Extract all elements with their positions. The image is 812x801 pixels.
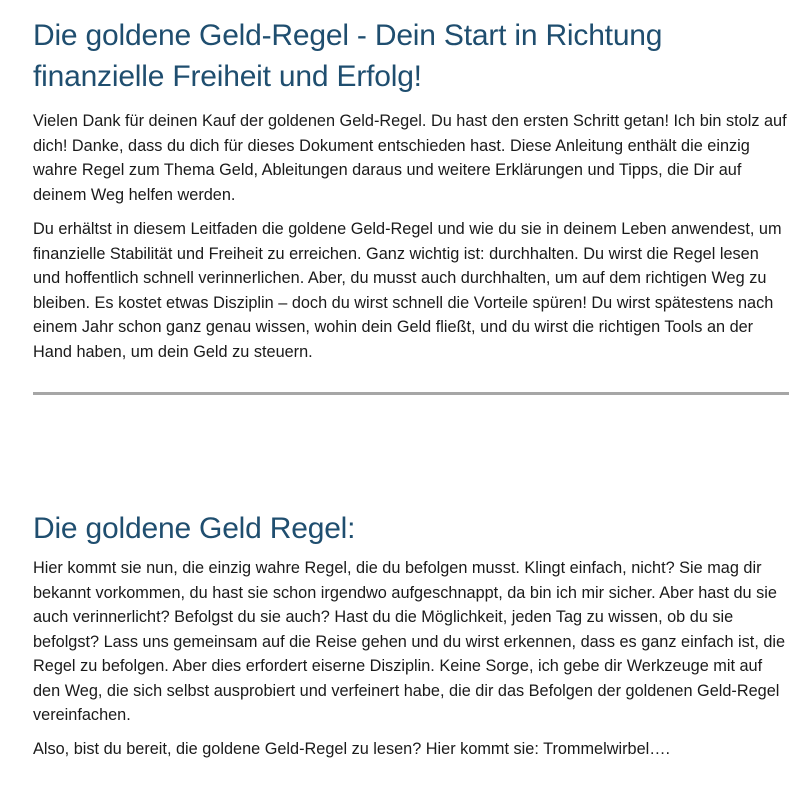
intro-paragraph-thanks: Vielen Dank für deinen Kauf der goldenen Geld-Regel. Du hast den ersten Schritt getan! Ich bin stolz auf dich! Danke, dass du dich für dieses Dokument entschieden hast. Diese Anleitung enthält die einzig wahre Regel zum Thema Geld, Ableitungen daraus und weitere Erklärungen und Tipps, die Dir auf deinem Weg helfen werden.	[33, 112, 787, 204]
section-divider	[33, 392, 789, 395]
intro-paragraph-guide: Du erhältst in diesem Leitfaden die goldene Geld-Regel und wie du sie in deinem Leben anwendest, um finanzielle Stabilität und Freiheit zu erreichen. Ganz wichtig ist: durchhalten. Du wirst die Regel lesen und hoffentlich schnell verinnerlichen. Aber, du musst auch durchhalten, um auf dem richtigen Weg zu bleiben. Es kostet etwas Disziplin – doch du wirst schnell die Vorteile spüren! Du wirst spätestens nach einem Jahr schon ganz genau wissen, wohin dein Geld fließt, und du wirst die richtigen Tools an der Hand haben, um dein Geld zu steuern.	[33, 220, 782, 361]
section-title-intro: Die goldene Geld-Regel - Dein Start in Richtung finanzielle Freiheit und Erfolg!	[33, 19, 663, 93]
rule-paragraph-question: Also, bist du bereit, die goldene Geld-Regel zu lesen? Hier kommt sie: Trommelwirbel….	[33, 740, 671, 758]
rule-paragraph-intro: Hier kommt sie nun, die einzig wahre Regel, die du befolgen musst. Klingt einfach, nicht? Sie mag dir bekannt vorkommen, du hast sie schon irgendwo aufgeschnappt, da bin ich mir sicher. Aber hast du sie auch verinnerlicht? Befolgst du sie auch? Hast du die Möglichkeit, jeden Tag zu wissen, ob du sie befolgst? Lass uns gemeinsam auf die Reise gehen und du wirst erkennen, dass es ganz einfach ist, die Regel zu befolgen. Aber dies erfordert eiserne Disziplin. Keine Sorge, ich gebe dir Werkzeuge mit auf den Weg, die sich selbst ausprobiert und verfeinert habe, die dir das Befolgen der goldenen Geld-Regel vereinfachen.	[33, 559, 786, 724]
section-title-rule: Die goldene Geld Regel:	[33, 512, 356, 545]
